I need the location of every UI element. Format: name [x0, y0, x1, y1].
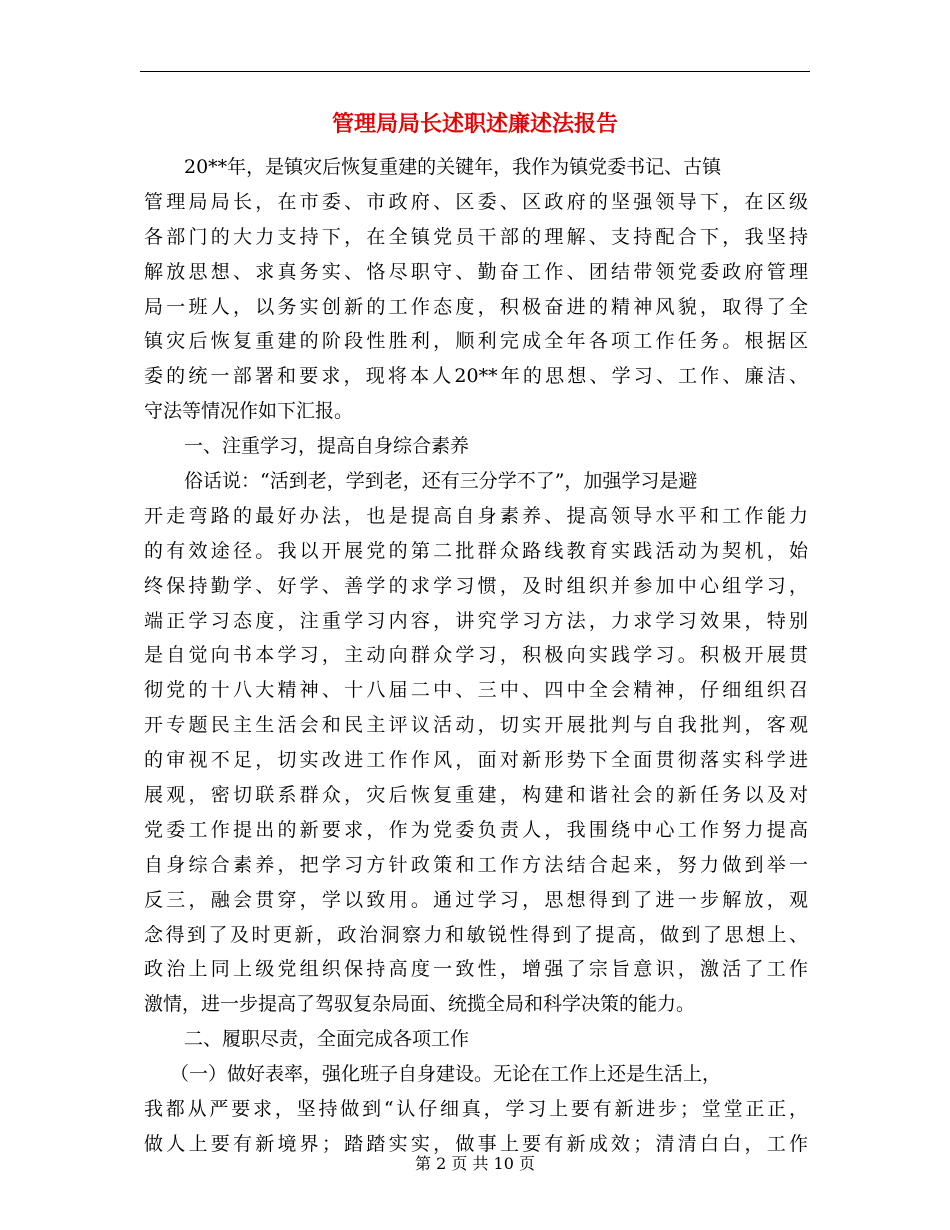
body-line: 激情，进一步提高了驾驭复杂局面、统揽全局和科学决策的能力。: [144, 993, 696, 1016]
body-line: 一、注重学习，提高自身综合素养: [184, 435, 470, 458]
body-line: 的有效途径。我以开展党的第二批群众路线教育实践活动为契机，始: [144, 539, 808, 562]
header-rule: [140, 71, 810, 72]
body-line: 镇灾后恢复重建的阶段性胜利，顺利完成全年各项工作任务。根据区: [144, 330, 808, 353]
body-line: （一）做好表率，强化班子自身建设。无论在工作上还是生活上，: [170, 1063, 722, 1086]
body-line: 展观，密切联系群众，灾后恢复重建，构建和谐社会的新任务以及对: [144, 784, 808, 807]
body-line: 的审视不足，切实改进工作作风，面对新形势下全面贯彻落实科学进: [144, 749, 808, 772]
body-line: 解放思想、求真务实、恪尽职守、勤奋工作、团结带领党委政府管理: [144, 260, 808, 283]
document-title: 管理局局长述职述廉述法报告: [331, 112, 618, 137]
page-footer: 第 2 页 共 10 页: [415, 1154, 535, 1173]
body-line: 反三，融会贯穿，学以致用。通过学习，思想得到了进一步解放，观: [144, 888, 808, 911]
body-line: 党委工作提出的新要求，作为党委负责人，我围绕中心工作努力提高: [144, 818, 808, 841]
body-line: 政治上同上级党组织保持高度一致性，增强了宗旨意识，激活了工作: [144, 958, 808, 981]
body-line: 念得到了及时更新，政治洞察力和敏锐性得到了提高，做到了思想上、: [144, 923, 808, 946]
body-line: 20**年，是镇灾后恢复重建的关键年，我作为镇党委书记、古镇: [184, 156, 722, 178]
body-line: 终保持勤学、好学、善学的求学习惯，及时组织并参加中心组学习，: [144, 574, 808, 597]
body-line: 局一班人，以务实创新的工作态度，积极奋进的精神风貌，取得了全: [144, 295, 808, 318]
body-line: 自身综合素养，把学习方针政策和工作方法结合起来，努力做到举一: [144, 853, 808, 876]
body-line: 开专题民主生活会和民主评议活动，切实开展批判与自我批判，客观: [144, 714, 808, 737]
body-line: 俗话说：“活到老，学到老，还有三分学不了”，加强学习是避: [184, 470, 698, 493]
body-line: 做人上要有新境界；踏踏实实，做事上要有新成效；清清白白，工作: [144, 1132, 808, 1155]
body-line: 委的统一部署和要求，现将本人20**年的思想、学习、工作、廉洁、: [144, 365, 808, 388]
document-body: [144, 150, 808, 1162]
body-line: 管理局局长，在市委、市政府、区委、区政府的坚强领导下，在区级: [144, 190, 808, 213]
body-line: 我都从严要求，坚持做到“认仔细真，学习上要有新进步；堂堂正正，: [144, 1098, 808, 1121]
body-line: 端正学习态度，注重学习内容，讲究学习方法，力求学习效果，特别: [144, 609, 808, 632]
body-line: 二、履职尽责，全面完成各项工作: [184, 1028, 470, 1051]
body-line: 各部门的大力支持下，在全镇党员干部的理解、支持配合下，我坚持: [144, 225, 808, 248]
body-line: 守法等情况作如下汇报。: [144, 400, 354, 423]
body-line: 彻党的十八大精神、十八届二中、三中、四中全会精神，仔细组织召: [144, 679, 808, 702]
body-line: 开走弯路的最好办法，也是提高自身素养、提高领导水平和工作能力: [144, 504, 808, 527]
body-line: 是自觉向书本学习，主动向群众学习，积极向实践学习。积极开展贯: [144, 644, 808, 667]
